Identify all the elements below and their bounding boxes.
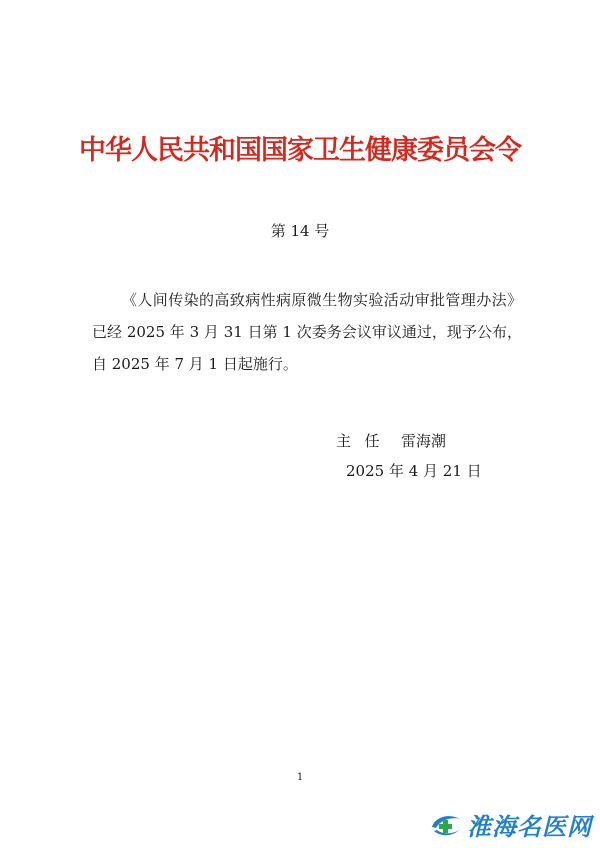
signer-role: 主任 [336, 432, 394, 450]
body-text: 《人间传染的高致病性病原微生物实验活动审批管理办法》已经 2025 年 3 月 31 日第 1 次委务会议审议通过，现予公布，自 2025 年 7 月 1 日起施行。 [92, 291, 522, 373]
signature-line [336, 430, 446, 451]
body-paragraph [92, 284, 522, 380]
order-number: 第 14 号 [270, 222, 330, 240]
watermark-text: 淮海名医网 [467, 812, 592, 841]
issue-date: 2025 年 4 月 21 日 [346, 462, 482, 480]
document-title: 中华人民共和国国家卫生健康委员会令 [79, 135, 521, 166]
page-number: 1 [296, 772, 304, 783]
medical-cross-logo-icon [429, 811, 463, 839]
signer-name: 雷海潮 [401, 432, 447, 450]
site-watermark [429, 807, 592, 842]
